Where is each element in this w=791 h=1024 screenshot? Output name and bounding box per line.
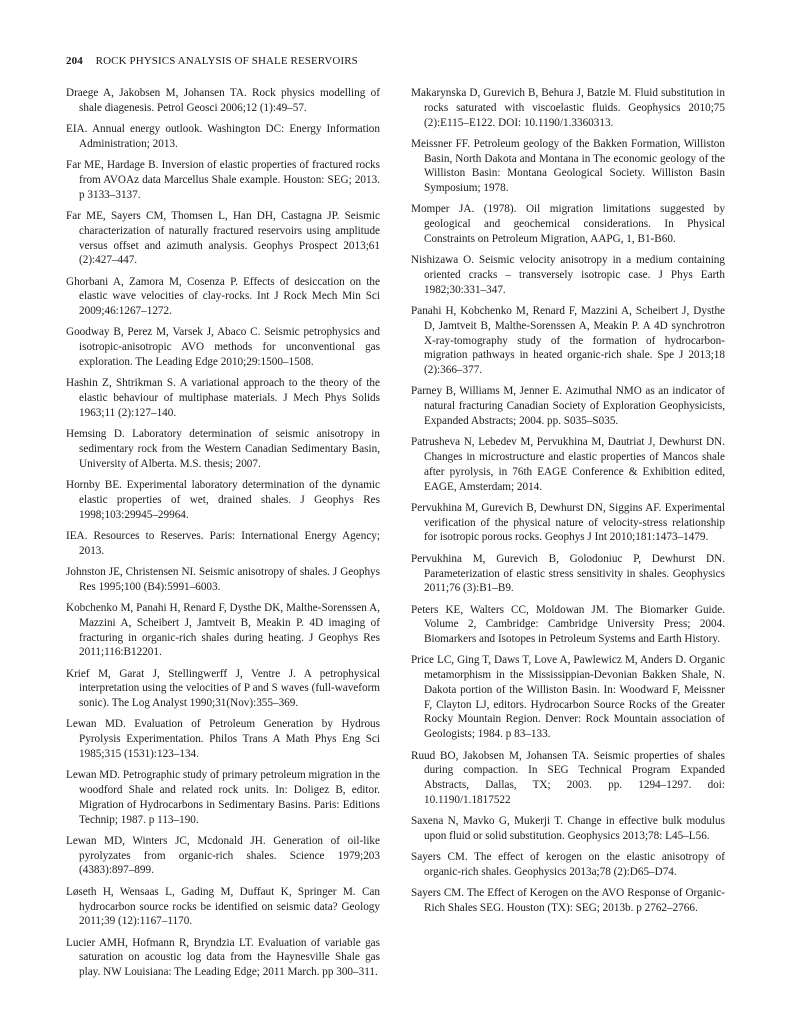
reference-entry: Kobchenko M, Panahi H, Renard F, Dysthe DK, Malthe-Sorenssen A, Mazzini A, Scheibert J, Jamtveit B, Meakin P. 4D imaging of fracturing in organic-rich shales during heating. J Geophys Res 2011;116:B12201. bbox=[66, 602, 380, 659]
reference-entry: Makarynska D, Gurevich B, Behura J, Batzle M. Fluid substitution in rocks saturated with viscoelastic fluids. Geophysics 2010;75 (2):E115–E122. DOI: 10.1190/1.3360313. bbox=[411, 87, 725, 129]
reference-entry: Ghorbani A, Zamora M, Cosenza P. Effects of desiccation on the elastic wave velocities of clay-rocks. Int J Rock Mech Min Sci 2009;46:1267–1272. bbox=[66, 275, 380, 318]
reference-entry: Lewan MD, Winters JC, Mcdonald JH. Generation of oil-like pyrolyzates from organic-rich shales. Science 1979;203 (4383):897–899. bbox=[66, 834, 380, 877]
reference-entry: Goodway B, Perez M, Varsek J, Abaco C. Seismic petrophysics and isotropic-anisotropic AVO methods for unconventional gas exploration. The Leading Edge 2010;29:1500–1508. bbox=[66, 326, 380, 368]
reference-entry: Panahi H, Kobchenko M, Renard F, Mazzini A, Scheibert J, Dysthe D, Jamtveit B, Malthe-Sorenssen A, Meakin P. A 4D synchrotron X-ray-tomography study of the formation of hydrocarbon-migration pathways in heated organic-rich shale. Spe J 2013;18 (2):366–377. bbox=[411, 305, 725, 377]
reference-entry: Pervukhina M, Gurevich B, Dewhurst DN, Siggins AF. Experimental verification of the physical nature of velocity-stress relationship for isotropic porous rocks. Geophys J Int 2010;181:1473–1479. bbox=[411, 501, 725, 544]
reference-entry: Ruud BO, Jakobsen M, Johansen TA. Seismic properties of shales during compaction. In SEG Technical Program Expanded Abstracts, Dallas, TX; 2003. pp. 1294–1297. doi: 10.1190/1.1817522 bbox=[411, 749, 725, 806]
reference-entry: Løseth H, Wensaas L, Gading M, Duffaut K, Springer M. Can hydrocarbon source rocks be identified on seismic data? Geology 2011;39 (12):1167–1170. bbox=[66, 885, 380, 928]
reference-entry: Meissner FF. Petroleum geology of the Bakken Formation, Williston Basin, North Dakota and Montana in The economic geology of the Williston Basin: Montana Geological Society. Williston Basin Symposium; 1978. bbox=[411, 137, 725, 195]
reference-entry: EIA. Annual energy outlook. Washington DC: Energy Information Administration; 2013. bbox=[66, 123, 380, 150]
references-left-column bbox=[66, 86, 380, 986]
reference-entry: Hornby BE. Experimental laboratory determination of the dynamic elastic properties of wet, drained shales. J Geophys Res 1998;103:29945–29964. bbox=[66, 479, 380, 521]
reference-entry: Parney B, Williams M, Jenner E. Azimuthal NMO as an indicator of natural fracturing Canadian Society of Exploration Geophysicists, Expanded Abstracts; 2004. pp. S035–S035. bbox=[411, 385, 725, 427]
running-title: ROCK PHYSICS ANALYSIS OF SHALE RESERVOIRS bbox=[95, 55, 358, 67]
reference-entry: Nishizawa O. Seismic velocity anisotropy in a medium containing oriented cracks – transversely isotropic case. J Phys Earth 1982;30:331–347. bbox=[411, 254, 725, 296]
running-header bbox=[66, 55, 726, 67]
references-right-column bbox=[411, 86, 725, 922]
reference-entry: Lewan MD. Evaluation of Petroleum Generation by Hydrous Pyrolysis Experimentation. Philos Trans A Math Phys Eng Sci 1985;315 (1531):123–134. bbox=[66, 718, 380, 760]
reference-entry: IEA. Resources to Reserves. Paris: International Energy Agency; 2013. bbox=[66, 529, 380, 557]
reference-entry: Krief M, Garat J, Stellingwerff J, Ventre J. A petrophysical interpretation using the velocities of P and S waves (full-waveform sonic). The Log Analyst 1990;31(Nov):355–369. bbox=[66, 667, 380, 710]
reference-entry: Patrusheva N, Lebedev M, Pervukhina M, Dautriat J, Dewhurst DN. Changes in microstructure and elastic properties of Mancos shale after pyrolysis, in 76th EAGE Conference & Exhibition edited, EAGE, Amsterdam; 2014. bbox=[411, 436, 725, 493]
reference-entry: Peters KE, Walters CC, Moldowan JM. The Biomarker Guide. Volume 2, Cambridge: Cambridge University Press; 2004. Biomarkers and Isotopes in Petroleum Systems and Earth History. bbox=[411, 603, 725, 646]
reference-entry: Pervukhina M, Gurevich B, Golodoniuc P, Dewhurst DN. Parameterization of elastic stress sensitivity in shales. Geophysics 2011;76 (3):B1–B9. bbox=[411, 552, 725, 595]
reference-entry: Far ME, Hardage B. Inversion of elastic properties of fractured rocks from AVOAz data Marcellus Shale example. Houston: SEG; 2013. p 3133–3137. bbox=[66, 159, 380, 201]
reference-entry: Sayers CM. The effect of kerogen on the elastic anisotropy of organic-rich shales. Geophysics 2013a;78 (2):D65–D74. bbox=[411, 851, 725, 878]
reference-entry: Lucier AMH, Hofmann R, Bryndzia LT. Evaluation of variable gas saturation on acoustic log data from the Haynesville Shale gas play. NW Louisiana: The Leading Edge; 2011 March. pp 300–311. bbox=[66, 936, 380, 979]
reference-entry: Draege A, Jakobsen M, Johansen TA. Rock physics modelling of shale diagenesis. Petrol Geosci 2006;12 (1):49–57. bbox=[66, 87, 380, 114]
reference-entry: Momper JA. (1978). Oil migration limitations suggested by geological and geochemical considerations. In Physical Constraints on Petroleum Migration, AAPG, 1, B1-B60. bbox=[411, 203, 725, 245]
reference-entry: Far ME, Sayers CM, Thomsen L, Han DH, Castagna JP. Seismic characterization of naturally fractured reservoirs using amplitude versus offset and azimuth analysis. Geophys Prospect 2013;61 (2):427–447. bbox=[66, 210, 380, 267]
reference-entry: Hemsing D. Laboratory determination of seismic anisotropy in sedimentary rock from the Western Canadian Sedimentary Basin, University of Alberta. M.S. thesis; 2007. bbox=[66, 428, 380, 470]
reference-entry: Hashin Z, Shtrikman S. A variational approach to the theory of the elastic behaviour of multiphase materials. J Mech Phys Solids 1963;11 (2):127–140. bbox=[66, 377, 380, 419]
reference-entry: Price LC, Ging T, Daws T, Love A, Pawlewicz M, Anders D. Organic metamorphism in the Mississippian-Devonian Bakken Shale, N. Dakota portion of the Williston Basin. In: Woodward F, Meissner F, Clayton LJ, editors. Hydrocarbon Source Rocks of the Greater Rocky Mountain Region. Denver: Rock Mountain association of Geologists; 1984. p 83–133. bbox=[411, 654, 725, 741]
reference-entry: Saxena N, Mavko G, Mukerji T. Change in effective bulk modulus upon fluid or solid substitution. Geophysics 2013;78: L45–L56. bbox=[411, 815, 725, 842]
reference-entry: Sayers CM. The Effect of Kerogen on the AVO Response of Organic-Rich Shales SEG. Houston (TX): SEG; 2013b. p 2762–2766. bbox=[411, 887, 725, 915]
page-number: 204 bbox=[66, 55, 83, 67]
reference-entry: Johnston JE, Christensen NI. Seismic anisotropy of shales. J Geophys Res 1995;100 (B4):5991–6003. bbox=[66, 565, 380, 593]
reference-entry: Lewan MD. Petrographic study of primary petroleum migration in the woodford Shale and related rock units. In: Doligez B, editor. Migration of Hydrocarbons in Sedimentary Basins. Paris: Editions Technip; 1987. p 113–190. bbox=[66, 769, 380, 826]
